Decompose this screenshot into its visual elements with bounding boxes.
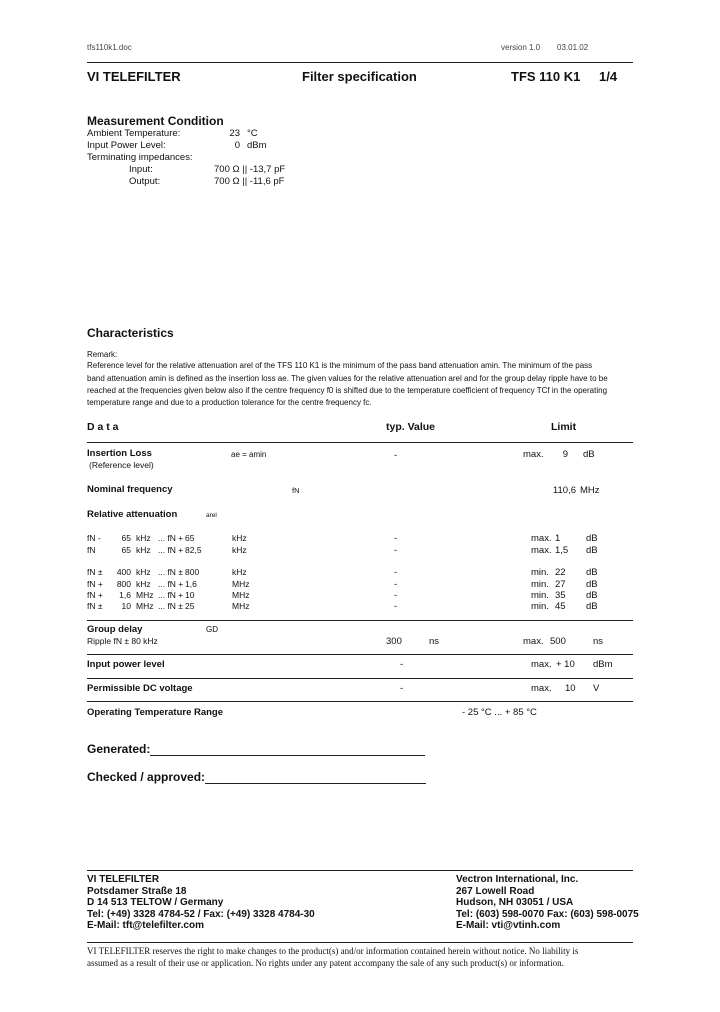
generated-label: Generated: xyxy=(87,742,151,756)
footer-line: Hudson, NH 03051 / USA xyxy=(456,897,574,909)
dc-voltage-lim: max. xyxy=(531,683,552,694)
output-impedance: 700 Ω || -11,6 pF xyxy=(214,176,285,187)
divider xyxy=(87,701,633,702)
impedances-label: Terminating impedances: xyxy=(87,152,193,163)
insertion-sub: (Reference level) xyxy=(89,460,154,470)
dc-voltage-unit: V xyxy=(593,683,600,694)
checked-signature-line[interactable] xyxy=(205,783,426,784)
footer-line: VI TELEFILTER xyxy=(87,874,160,885)
range-start-value: 10 xyxy=(121,601,131,611)
nominal-symbol: fN xyxy=(292,486,300,495)
att-lim: min. xyxy=(531,601,549,612)
att-val: 22 xyxy=(555,567,566,578)
range-start-unit: kHz xyxy=(136,545,151,555)
col-typ: typ. Value xyxy=(386,421,436,433)
insertion-lim: max. xyxy=(523,449,544,460)
range-start-op: fN + xyxy=(87,579,103,589)
output-label: Output: xyxy=(129,176,161,187)
range-start-unit: kHz xyxy=(136,579,151,589)
temp-range-val: - 25 °C ... + 85 °C xyxy=(462,707,537,718)
doc-title: Filter specification xyxy=(302,69,417,84)
checked-label: Checked / approved: xyxy=(87,770,206,784)
range-start-unit: MHz xyxy=(136,601,154,611)
range-end-unit: kHz xyxy=(232,545,247,555)
input-power-typ: - xyxy=(400,659,404,670)
remark-line: band attenuation amin is defined as the insertion loss ae. The given values for the relative attenuation arel and for the group delay ripple have to be xyxy=(87,374,608,383)
footer-line: E-Mail: vti@vtinh.com xyxy=(456,920,561,932)
divider xyxy=(87,442,633,443)
disclaimer-line: VI TELEFILTER reserves the right to make changes to the product(s) and/or information contained herein without notice. No liability is xyxy=(87,946,579,956)
range-end-op: ... fN + xyxy=(158,579,184,589)
range-start-value: 65 xyxy=(121,545,131,555)
insertion-val: 9 xyxy=(562,449,568,460)
att-val: 35 xyxy=(555,590,566,601)
att-unit: dB xyxy=(586,545,598,556)
range-end-unit: MHz xyxy=(232,579,250,589)
footer-line: 267 Lowell Road xyxy=(456,885,535,897)
ambient-value: 23 xyxy=(229,128,240,139)
remark-line: reached at the frequencies given below also if the centre frequency f0 is shifted due to the temperature coefficient of frequency TCf in the operating xyxy=(87,386,608,395)
att-lim: min. xyxy=(531,567,549,578)
att-lim: max. xyxy=(531,545,552,556)
att-typ: - xyxy=(394,533,398,544)
col-data: D a t a xyxy=(87,421,119,433)
input-power-lim: max. xyxy=(531,659,552,670)
input-power-val: + 10 xyxy=(556,659,575,670)
range-end-value: 1,6 xyxy=(185,579,197,589)
disclaimer-line: assumed as a result of their use or application. No rights under any patent accompany the sale of any such product(s) or information. xyxy=(87,958,564,968)
att-typ: - xyxy=(394,545,398,556)
ripple-label: Ripple fN ± 80 kHz xyxy=(87,636,158,646)
footer-line: Tel: (603) 598-0070 Fax: (603) 598-0075 xyxy=(456,908,639,920)
range-end-value: 10 xyxy=(185,590,195,600)
range-start-op: fN xyxy=(87,545,96,555)
power-unit: dBm xyxy=(247,140,267,151)
col-limit: Limit xyxy=(551,421,577,433)
att-unit: dB xyxy=(586,601,598,612)
range-end-value: 82,5 xyxy=(185,545,202,555)
range-start-value: 400 xyxy=(116,567,131,577)
divider xyxy=(87,654,633,655)
range-end-unit: kHz xyxy=(232,533,247,543)
remark-line: temperature range and due to a production tolerance for the centre frequency fc. xyxy=(87,398,372,407)
dc-voltage-typ: - xyxy=(400,683,404,694)
range-end-op: ... fN + xyxy=(158,590,184,600)
footer-line: Tel: (+49) 3328 4784-52 / Fax: (+49) 3328 4784-30 xyxy=(87,908,315,920)
relative-label: Relative attenuation xyxy=(87,509,178,520)
footer-line: D 14 513 TELTOW / Germany xyxy=(87,897,224,909)
group-delay-val: 500 xyxy=(550,636,566,647)
input-power-label: Input power level xyxy=(87,659,165,670)
dc-voltage-val: 10 xyxy=(565,683,576,694)
group-delay-typ-unit: ns xyxy=(429,636,440,647)
group-delay-unit: ns xyxy=(593,636,604,647)
nominal-label: Nominal frequency xyxy=(87,484,173,495)
divider xyxy=(87,870,633,871)
range-start-value: 65 xyxy=(121,533,131,543)
date: 03.01.02 xyxy=(557,43,589,52)
insertion-unit: dB xyxy=(583,449,595,460)
dc-voltage-label: Permissible DC voltage xyxy=(87,683,193,694)
insertion-symbol: ae = amin xyxy=(231,450,267,459)
group-delay-label: Group delay xyxy=(87,624,143,635)
insertion-label: Insertion Loss xyxy=(87,448,152,459)
range-end-op: ... fN + xyxy=(158,533,184,543)
power-value: 0 xyxy=(234,140,240,151)
att-unit: dB xyxy=(586,590,598,601)
att-typ: - xyxy=(394,601,398,612)
range-end-op: ... fN + xyxy=(158,545,184,555)
remark-line: Reference level for the relative attenuation arel of the TFS 110 K1 is the minimum of the pass band attenuation amin. The minimum of the pass xyxy=(87,361,593,370)
measurement-heading: Measurement Condition xyxy=(87,114,224,128)
range-end-unit: kHz xyxy=(232,567,247,577)
power-label: Input Power Level: xyxy=(87,140,166,151)
range-start-op: fN - xyxy=(87,533,101,543)
att-val: 27 xyxy=(555,579,566,590)
input-impedance: 700 Ω || -13,7 pF xyxy=(214,164,286,175)
generated-signature-line[interactable] xyxy=(150,755,425,756)
range-end-unit: MHz xyxy=(232,590,250,600)
range-start-unit: MHz xyxy=(136,590,154,600)
ambient-label: Ambient Temperature: xyxy=(87,128,181,139)
att-val: 1 xyxy=(555,533,561,544)
range-start-value: 1,6 xyxy=(119,590,131,600)
page-number: 1/4 xyxy=(599,69,618,84)
range-end-op: ... fN ± xyxy=(158,567,183,577)
att-lim: min. xyxy=(531,579,549,590)
group-delay-symbol: GD xyxy=(206,625,218,634)
divider xyxy=(87,942,633,943)
range-start-unit: kHz xyxy=(136,567,151,577)
group-delay-typ: 300 xyxy=(386,636,402,647)
range-start-op: fN ± xyxy=(87,601,103,611)
att-val: 1,5 xyxy=(555,545,569,556)
version: version 1.0 xyxy=(501,43,541,52)
relative-symbol: arel xyxy=(206,512,217,519)
footer-line: Vectron International, Inc. xyxy=(456,874,579,885)
footer-line: Potsdamer Straße 18 xyxy=(87,885,187,897)
input-power-unit: dBm xyxy=(593,659,613,670)
temp-range-label: Operating Temperature Range xyxy=(87,707,224,718)
range-start-unit: kHz xyxy=(136,533,151,543)
range-end-unit: MHz xyxy=(232,601,250,611)
att-unit: dB xyxy=(586,567,598,578)
part-number: TFS 110 K1 xyxy=(511,69,581,84)
divider xyxy=(87,678,633,679)
file-name: tfs110k1.doc xyxy=(87,43,132,52)
range-start-op: fN + xyxy=(87,590,103,600)
att-typ: - xyxy=(394,590,398,601)
range-end-value: 800 xyxy=(185,567,200,577)
att-lim: max. xyxy=(531,533,552,544)
input-label: Input: xyxy=(129,164,153,175)
company-logo-text: VI TELEFILTER xyxy=(87,69,181,84)
range-end-op: ... fN ± xyxy=(158,601,183,611)
range-start-value: 800 xyxy=(116,579,131,589)
nominal-val: 110,6 xyxy=(552,485,576,496)
att-typ: - xyxy=(394,579,398,590)
group-delay-lim: max. xyxy=(523,636,544,647)
range-end-value: 25 xyxy=(185,601,195,611)
characteristics-heading: Characteristics xyxy=(87,326,174,340)
range-end-value: 65 xyxy=(185,533,195,543)
att-typ: - xyxy=(394,567,398,578)
nominal-unit: MHz xyxy=(580,485,600,496)
divider xyxy=(87,62,633,63)
range-start-op: fN ± xyxy=(87,567,103,577)
att-lim: min. xyxy=(531,590,549,601)
ambient-unit: °C xyxy=(247,128,258,139)
remark-label: Remark: xyxy=(87,350,118,359)
att-unit: dB xyxy=(586,579,598,590)
divider xyxy=(87,620,633,621)
att-unit: dB xyxy=(586,533,598,544)
footer-line: E-Mail: tft@telefilter.com xyxy=(87,920,204,932)
att-val: 45 xyxy=(555,601,566,612)
insertion-typ: - xyxy=(394,450,398,461)
